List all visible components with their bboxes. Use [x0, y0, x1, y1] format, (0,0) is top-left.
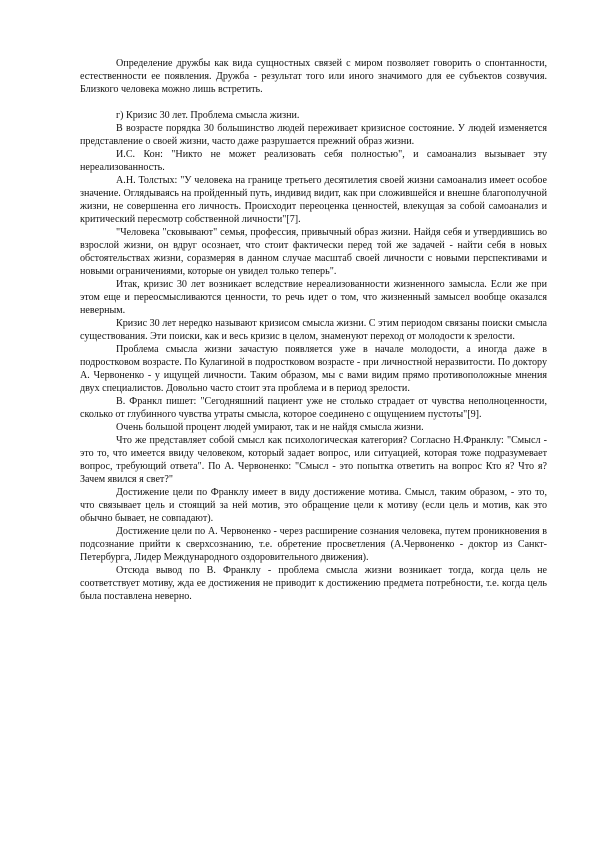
- paragraph-goal-chervonenko: Достижение цели по А. Червоненко - через расширение сознания человека, путем проникновения в подсознание прийти к сверхсознанию, т.е. обретение просветления (А.Червоненко - доктор из Санкт-Петербурга, Лидер Международного оздоровительного движения).: [80, 526, 547, 563]
- paragraph-meaning-crisis: Кризис 30 лет нередко называют кризисом смысла жизни. С этим периодом связаны поиски смысла существования. Эти поиски, как и весь кризис в целом, знаменуют переход от молодости к зрелости.: [80, 318, 547, 342]
- section-heading-crisis-30: г) Кризис 30 лет. Проблема смысла жизни.: [116, 110, 300, 121]
- paragraph-frankl-quote: В. Франкл пишет: "Сегодняшний пациент уже не столько страдает от чувства неполноценности, сколько от глубинного чувства утраты смысла, которое соединено с ощущением пустоты"[9].: [80, 396, 547, 420]
- paragraph-tolstykh-quote: А.Н. Толстых: "У человека на границе третьего десятилетия своей жизни самоанализ имеет особое значение. Оглядываясь на пройденный путь, индивид видит, как при сложившейся и внешне благополучной жизни, не совершенна его личность. Происходит переоценка ценностей, влекущая за собой самоанализ и критический пересмотр собственной личности"[7].: [80, 175, 547, 225]
- paragraph-friendship-definition: Определение дружбы как вида сущностных связей с миром позволяет говорить о спонтанности, естественности ее появления. Дружба - результат того или иного значимого для ее субъектов созвучия. Близкого человека можно лишь встретить.: [80, 58, 547, 95]
- paragraph-age-30-crisis: В возрасте порядка 30 большинство людей переживает кризисное состояние. У людей изменяется представление о своей жизни, часто даже разрушается прежний образ жизни.: [80, 123, 547, 147]
- paragraph-mortality-note: Очень большой процент людей умирают, так и не найдя смысла жизни.: [116, 422, 424, 433]
- paragraph-crisis-summary: Итак, кризис 30 лет возникает вследствие нереализованности жизненного замысла. Если же при этом еще и переосмысливаются ценности, то речь идет о том, что жизненный замысел вообще оказался неверным.: [80, 279, 547, 316]
- paragraph-meaning-category: Что же представляет собой смысл как психологическая категория? Согласно Н.Франклу: "Смысл - это то, что имеется ввиду человеком, который задает вопрос, или ситуацией, которая тоже подразумевает вопрос, требующий ответа". По А. Червоненко: "Смысл - это попытка ответить на вопрос Кто я? Что я? Зачем явился я свет?": [80, 435, 547, 485]
- paragraph-goal-frankl: Достижение цели по Франклу имеет в виду достижение мотива. Смысл, таким образом, - это то, что связывает цель и стоящий за ней мотив, это обращение цели к мотиву (если цель и мотив, как это обычно бывает, не совпадают).: [80, 487, 547, 524]
- paragraph-conclusion: Отсюда вывод по В. Франклу - проблема смысла жизни возникает тогда, когда цель не соответствует мотиву, жда ее достижения не приводит к достижению предмета потребности, т.е. когда цель была поставлена неверно.: [80, 565, 547, 602]
- paragraph-kon-quote: И.С. Кон: "Никто не может реализовать себя полностью", и самоанализ вызывает эту нереализованность.: [80, 149, 547, 173]
- paragraph-constraints-quote: "Человека "сковывают" семья, профессия, привычный образ жизни. Найдя себя и утвердившись во взрослой жизни, он вдруг осознает, что стоит фактически перед той же задачей - найти себя в новых обстоятельствах жизни, соразмеряя в данном случае масштаб своей личности с новыми перспективами и новыми ограничениями, которые он увидел только теперь".: [80, 227, 547, 277]
- paragraph-meaning-problem: Проблема смысла жизни зачастую появляется уже в начале молодости, а иногда даже в подростковом возрасте. По Кулагиной в подростковом возрасте - при личностной неразвитости. По доктору А. Червоненко - у ищущей личности. Таким образом, мы с вами видим прямо противоположные мнения двух специалистов. Довольно часто стоит эта проблема и в период зрелости.: [80, 344, 547, 394]
